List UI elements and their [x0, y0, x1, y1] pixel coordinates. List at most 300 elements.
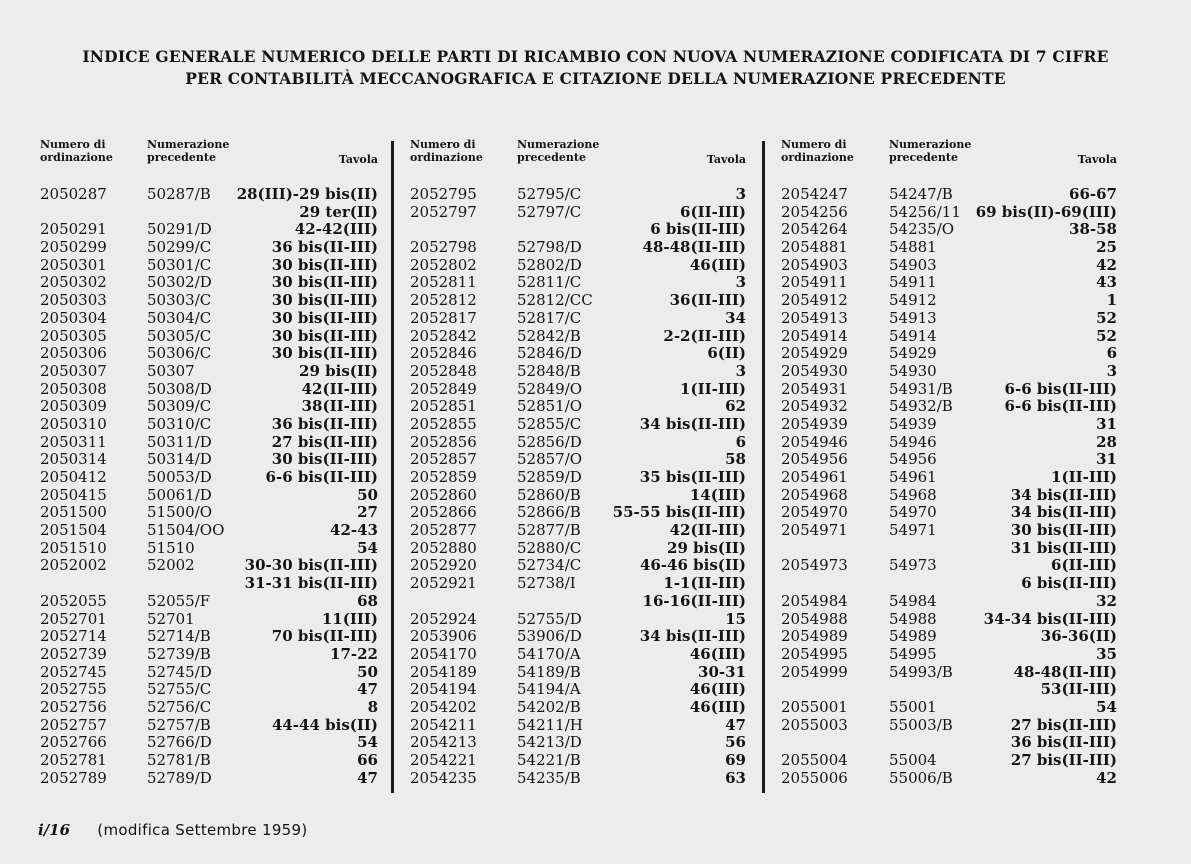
header-order-number	[781, 138, 854, 164]
tavola-cell: 46-46 bis(II)	[639, 556, 746, 575]
previous-number-cell: 54194/A	[517, 680, 581, 699]
previous-number-cell: 52857/O	[517, 450, 583, 469]
header-order-number-line2: ordinazione	[410, 151, 483, 164]
index-rows	[40, 186, 378, 787]
index-rows	[781, 186, 1117, 787]
table-row	[410, 274, 746, 292]
index-section-1	[40, 138, 378, 787]
order-number-cell: 2054235	[410, 768, 477, 787]
tavola-cell: 28	[1096, 432, 1117, 451]
previous-number-cell: 50309/C	[147, 397, 212, 416]
header-order-number-line1: Numero di	[40, 138, 106, 151]
order-number-cell: 2052921	[410, 574, 477, 593]
order-number-cell: 2050314	[40, 450, 107, 469]
previous-number-cell: 50310/C	[147, 414, 212, 433]
header-previous-number	[147, 138, 229, 164]
tavola-cell: 43	[1096, 273, 1117, 292]
previous-number-cell: 52811/C	[517, 273, 582, 292]
tavola-cell: 28(III)-29 bis(II)	[236, 185, 378, 203]
previous-number-cell: 50061/D	[147, 485, 212, 504]
order-number-cell: 2052855	[410, 414, 477, 433]
table-row	[410, 717, 746, 735]
order-number-cell: 2050287	[40, 185, 107, 203]
tavola-cell: 36(II-III)	[669, 291, 746, 310]
table-row	[40, 734, 378, 752]
tavola-cell: 6-6 bis(II-III)	[1004, 397, 1117, 416]
header-order-number	[40, 138, 113, 164]
header-tavola: Tavola	[1077, 153, 1117, 166]
table-row	[410, 345, 746, 363]
order-number-cell: 2050307	[40, 361, 107, 380]
table-row	[40, 363, 378, 381]
page-title-line-1: INDICE GENERALE NUMERICO DELLE PARTI DI RICAMBIO CON NUOVA NUMERAZIONE CODIFICATA DI 7 CIFRE	[82, 47, 1109, 66]
tavola-cell: 46(III)	[689, 680, 746, 699]
previous-number-cell: 54930	[889, 361, 937, 380]
table-row	[40, 611, 378, 629]
order-number-cell: 2052701	[40, 609, 107, 628]
order-number-cell: 2050291	[40, 220, 107, 239]
previous-number-cell: 52849/O	[517, 379, 583, 398]
table-row	[40, 345, 378, 363]
previous-number-cell: 54956	[889, 450, 937, 469]
table-row	[40, 221, 378, 239]
previous-number-cell: 54961	[889, 468, 937, 486]
tavola-cell: 38(II-III)	[301, 397, 378, 416]
order-number-cell: 2054930	[781, 361, 848, 380]
order-number-cell: 2050412	[40, 468, 107, 486]
order-number-cell: 2054221	[410, 751, 477, 769]
previous-number-cell: 52846/D	[517, 344, 582, 363]
index-rows	[410, 186, 746, 787]
header-tavola: Tavola	[706, 153, 746, 166]
tavola-cell: 47	[357, 768, 378, 787]
tavola-cell: 46(III)	[689, 644, 746, 663]
order-number-cell: 2055006	[781, 768, 848, 787]
table-row	[781, 434, 1117, 452]
previous-number-cell: 54235/B	[517, 768, 581, 787]
table-row	[410, 186, 746, 204]
previous-number-cell: 54971	[889, 521, 937, 540]
table-row	[410, 487, 746, 505]
table-row	[40, 310, 378, 328]
tavola-cell: 36 bis(II-III)	[1010, 733, 1117, 752]
table-row	[410, 770, 746, 788]
table-row	[781, 681, 1117, 699]
table-row	[40, 434, 378, 452]
tavola-cell: 55-55 bis(II-III)	[612, 503, 746, 522]
order-number-cell: 2052811	[410, 273, 477, 292]
previous-number-cell: 54247/B	[889, 185, 953, 203]
previous-number-cell: 54968	[889, 485, 937, 504]
previous-number-cell: 54914	[889, 326, 937, 345]
order-number-cell: 2050415	[40, 485, 107, 504]
order-number-cell: 2054913	[781, 308, 848, 327]
order-number-cell: 2052880	[410, 538, 477, 557]
tavola-cell: 27 bis(II-III)	[1010, 751, 1117, 769]
table-row	[781, 487, 1117, 505]
tavola-cell: 30 bis(II-III)	[271, 326, 378, 345]
table-row	[40, 540, 378, 558]
previous-number-cell: 55003/B	[889, 715, 953, 734]
table-row	[410, 292, 746, 310]
previous-number-cell: 54911	[889, 273, 937, 292]
order-number-cell: 2051510	[40, 538, 107, 557]
header-previous-number-line2: precedente	[889, 151, 958, 164]
tavola-cell: 42	[1096, 768, 1117, 787]
table-row	[40, 628, 378, 646]
tavola-cell: 1(II-III)	[1051, 468, 1117, 486]
page-footer	[38, 821, 308, 839]
order-number-cell: 2050302	[40, 273, 107, 292]
previous-number-cell: 54932/B	[889, 397, 953, 416]
tavola-cell: 31-31 bis(II-III)	[244, 574, 378, 593]
previous-number-cell: 51504/OO	[147, 521, 225, 540]
tavola-cell: 47	[357, 680, 378, 699]
table-row	[40, 239, 378, 257]
previous-number-cell: 52859/D	[517, 468, 582, 486]
previous-number-cell: 50311/D	[147, 432, 212, 451]
tavola-cell: 34 bis(II-III)	[1010, 503, 1117, 522]
table-row	[781, 204, 1117, 222]
previous-number-cell: 54903	[889, 255, 937, 274]
order-number-cell: 2050309	[40, 397, 107, 416]
tavola-cell: 6-6 bis(II-III)	[1004, 379, 1117, 398]
header-previous-number-line1: Numerazione	[517, 138, 600, 151]
table-row	[781, 575, 1117, 593]
order-number-cell: 2052756	[40, 697, 107, 716]
table-row	[40, 752, 378, 770]
previous-number-cell: 52880/C	[517, 538, 582, 557]
tavola-cell: 6	[1106, 344, 1117, 363]
tavola-cell: 30 bis(II-III)	[271, 255, 378, 274]
section-header	[781, 138, 1117, 186]
table-row	[40, 381, 378, 399]
tavola-cell: 3	[735, 273, 746, 292]
order-number-cell: 2054995	[781, 644, 848, 663]
previous-number-cell: 50287/B	[147, 185, 211, 203]
tavola-cell: 44-44 bis(II)	[271, 715, 378, 734]
table-row	[781, 628, 1117, 646]
tavola-cell: 15	[725, 609, 746, 628]
tavola-cell: 53(II-III)	[1040, 680, 1117, 699]
tavola-cell: 54	[357, 538, 378, 557]
previous-number-cell: 52055/F	[147, 591, 211, 610]
previous-number-cell: 52797/C	[517, 202, 582, 221]
previous-number-cell: 54913	[889, 308, 937, 327]
tavola-cell: 3	[735, 361, 746, 380]
order-number-cell: 2054971	[781, 521, 848, 540]
tavola-cell: 30 bis(II-III)	[271, 273, 378, 292]
previous-number-cell: 52002	[147, 556, 195, 575]
tavola-cell: 14(III)	[689, 485, 746, 504]
table-row	[781, 345, 1117, 363]
table-row	[781, 770, 1117, 788]
table-row	[781, 504, 1117, 522]
previous-number-cell: 50307	[147, 361, 195, 380]
table-row	[40, 487, 378, 505]
order-number-cell: 2050304	[40, 308, 107, 327]
header-order-number-line2: ordinazione	[40, 151, 113, 164]
order-number-cell: 2052795	[410, 185, 477, 203]
order-number-cell: 2054973	[781, 556, 848, 575]
previous-number-cell: 52817/C	[517, 308, 582, 327]
table-row	[410, 363, 746, 381]
previous-number-cell: 54995	[889, 644, 937, 663]
previous-number-cell: 54881	[889, 238, 937, 257]
table-row	[781, 239, 1117, 257]
order-number-cell: 2052002	[40, 556, 107, 575]
order-number-cell: 2052757	[40, 715, 107, 734]
tavola-cell: 6 bis(II-III)	[650, 220, 746, 239]
order-number-cell: 2054202	[410, 697, 477, 716]
table-row	[40, 292, 378, 310]
previous-number-cell: 52842/B	[517, 326, 581, 345]
tavola-cell: 42(II-III)	[669, 521, 746, 540]
order-number-cell: 2052798	[410, 238, 477, 257]
order-number-cell: 2050310	[40, 414, 107, 433]
table-row	[40, 398, 378, 416]
table-row	[410, 239, 746, 257]
order-number-cell: 2052848	[410, 361, 477, 380]
previous-number-cell: 50301/C	[147, 255, 212, 274]
tavola-cell: 35 bis(II-III)	[639, 468, 746, 486]
table-row	[410, 593, 746, 611]
table-row	[410, 504, 746, 522]
tavola-cell: 31	[1096, 450, 1117, 469]
previous-number-cell: 52755/D	[517, 609, 582, 628]
order-number-cell: 2052924	[410, 609, 477, 628]
previous-number-cell: 51500/O	[147, 503, 213, 522]
tavola-cell: 48-48(II-III)	[1013, 662, 1117, 681]
tavola-cell: 27 bis(II-III)	[1010, 715, 1117, 734]
table-row	[40, 770, 378, 788]
page-number: i/16	[38, 821, 71, 839]
tavola-cell: 30-31	[698, 662, 746, 681]
table-row	[40, 328, 378, 346]
order-number-cell: 2052797	[410, 202, 477, 221]
tavola-cell: 42-43	[330, 521, 378, 540]
table-row	[781, 611, 1117, 629]
order-number-cell: 2054932	[781, 397, 848, 416]
table-row	[410, 664, 746, 682]
header-previous-number	[517, 138, 599, 164]
previous-number-cell: 52856/D	[517, 432, 582, 451]
header-previous-number-line1: Numerazione	[889, 138, 972, 151]
table-row	[40, 681, 378, 699]
page-title-line-2: PER CONTABILITÀ MECCANOGRAFICA E CITAZIONE DELLA NUMERAZIONE PRECEDENTE	[185, 69, 1006, 88]
order-number-cell: 2054881	[781, 238, 848, 257]
tavola-cell: 46(III)	[689, 255, 746, 274]
tavola-cell: 34 bis(II-III)	[639, 414, 746, 433]
table-row	[40, 664, 378, 682]
tavola-cell: 52	[1096, 308, 1117, 327]
previous-number-cell: 54988	[889, 609, 937, 628]
previous-number-cell: 52851/O	[517, 397, 583, 416]
tavola-cell: 8	[367, 697, 378, 716]
previous-number-cell: 54939	[889, 414, 937, 433]
order-number-cell: 2054211	[410, 715, 477, 734]
order-number-cell: 2054968	[781, 485, 848, 504]
previous-number-cell: 54931/B	[889, 379, 953, 398]
previous-number-cell: 50302/D	[147, 273, 212, 292]
order-number-cell: 2054247	[781, 185, 848, 203]
table-row	[410, 221, 746, 239]
header-order-number	[410, 138, 483, 164]
table-row	[781, 363, 1117, 381]
previous-number-cell: 54211/H	[517, 715, 583, 734]
order-number-cell: 2052920	[410, 556, 477, 575]
tavola-cell: 30 bis(II-III)	[271, 291, 378, 310]
header-tavola: Tavola	[338, 153, 378, 166]
tavola-cell: 35	[1096, 644, 1117, 663]
tavola-cell: 27 bis(II-III)	[271, 432, 378, 451]
tavola-cell: 17-22	[330, 644, 378, 663]
table-row	[410, 628, 746, 646]
previous-number-cell: 52756/C	[147, 697, 212, 716]
order-number-cell: 2050303	[40, 291, 107, 310]
table-row	[781, 274, 1117, 292]
table-row	[40, 504, 378, 522]
tavola-cell: 58	[725, 450, 746, 469]
order-number-cell: 2055003	[781, 715, 848, 734]
previous-number-cell: 53906/D	[517, 627, 582, 646]
tavola-cell: 31	[1096, 414, 1117, 433]
header-order-number-line1: Numero di	[410, 138, 476, 151]
table-row	[781, 416, 1117, 434]
previous-number-cell: 50306/C	[147, 344, 212, 363]
order-number-cell: 2052842	[410, 326, 477, 345]
tavola-cell: 34 bis(II-III)	[1010, 485, 1117, 504]
tavola-cell: 34	[725, 308, 746, 327]
previous-number-cell: 52802/D	[517, 255, 582, 274]
header-previous-number-line1: Numerazione	[147, 138, 230, 151]
table-row	[781, 469, 1117, 487]
previous-number-cell: 52860/B	[517, 485, 581, 504]
previous-number-cell: 54929	[889, 344, 937, 363]
previous-number-cell: 50314/D	[147, 450, 212, 469]
previous-number-cell: 52866/B	[517, 503, 581, 522]
previous-number-cell: 52701	[147, 609, 195, 628]
tavola-cell: 42	[1096, 255, 1117, 274]
order-number-cell: 2050305	[40, 326, 107, 345]
tavola-cell: 31 bis(II-III)	[1010, 538, 1117, 557]
column-divider-1	[391, 141, 394, 793]
table-row	[781, 646, 1117, 664]
tavola-cell: 25	[1096, 238, 1117, 257]
previous-number-cell: 55001	[889, 697, 937, 716]
tavola-cell: 66	[357, 751, 378, 769]
table-row	[40, 646, 378, 664]
tavola-cell: 42-42(III)	[294, 220, 378, 239]
tavola-cell: 30 bis(II-III)	[271, 308, 378, 327]
order-number-cell: 2052745	[40, 662, 107, 681]
tavola-cell: 66-67	[1069, 185, 1117, 203]
table-row	[781, 398, 1117, 416]
order-number-cell: 2054988	[781, 609, 848, 628]
tavola-cell: 3	[1106, 361, 1117, 380]
table-row	[410, 734, 746, 752]
table-row	[410, 310, 746, 328]
previous-number-cell: 54256/11	[889, 202, 961, 221]
order-number-cell: 2051500	[40, 503, 107, 522]
tavola-cell: 50	[357, 485, 378, 504]
previous-number-cell: 52877/B	[517, 521, 581, 540]
table-row	[410, 540, 746, 558]
tavola-cell: 30-30 bis(II-III)	[244, 556, 378, 575]
table-row	[410, 204, 746, 222]
previous-number-cell: 52734/C	[517, 556, 582, 575]
table-row	[781, 540, 1117, 558]
tavola-cell: 32	[1096, 591, 1117, 610]
order-number-cell: 2054946	[781, 432, 848, 451]
table-row	[40, 593, 378, 611]
order-number-cell: 2054213	[410, 733, 477, 752]
tavola-cell: 1-1(II-III)	[663, 574, 746, 593]
table-row	[40, 274, 378, 292]
order-number-cell: 2054961	[781, 468, 848, 486]
order-number-cell: 2054970	[781, 503, 848, 522]
previous-number-cell: 50305/C	[147, 326, 212, 345]
table-row	[410, 257, 746, 275]
order-number-cell: 2052851	[410, 397, 477, 416]
order-number-cell: 2052859	[410, 468, 477, 486]
tavola-cell: 38-58	[1069, 220, 1117, 239]
order-number-cell: 2054264	[781, 220, 848, 239]
table-row	[40, 699, 378, 717]
order-number-cell: 2054984	[781, 591, 848, 610]
tavola-cell: 29 bis(II)	[667, 538, 746, 557]
order-number-cell: 2054931	[781, 379, 848, 398]
column-divider-2	[762, 141, 765, 793]
previous-number-cell: 52812/CC	[517, 291, 593, 310]
order-number-cell: 2052849	[410, 379, 477, 398]
order-number-cell: 2054929	[781, 344, 848, 363]
table-row	[781, 257, 1117, 275]
order-number-cell: 2052857	[410, 450, 477, 469]
table-row	[410, 699, 746, 717]
order-number-cell: 2053906	[410, 627, 477, 646]
index-section-3	[781, 138, 1117, 787]
order-number-cell: 2052766	[40, 733, 107, 752]
previous-number-cell: 55006/B	[889, 768, 953, 787]
table-row	[40, 416, 378, 434]
table-row	[410, 469, 746, 487]
revision-note: (modifica Settembre 1959)	[97, 821, 308, 839]
tavola-cell: 30 bis(II-III)	[271, 450, 378, 469]
table-row	[781, 451, 1117, 469]
tavola-cell: 36 bis(II-III)	[271, 414, 378, 433]
previous-number-cell: 52795/C	[517, 185, 582, 203]
previous-number-cell: 54973	[889, 556, 937, 575]
order-number-cell: 2054999	[781, 662, 848, 681]
section-header	[40, 138, 378, 186]
order-number-cell: 2052714	[40, 627, 107, 646]
tavola-cell: 16-16(II-III)	[642, 591, 746, 610]
table-row	[781, 717, 1117, 735]
previous-number-cell: 54189/B	[517, 662, 581, 681]
previous-number-cell: 50303/C	[147, 291, 212, 310]
tavola-cell: 54	[357, 733, 378, 752]
index-section-2	[410, 138, 746, 787]
tavola-cell: 46(III)	[689, 697, 746, 716]
table-row	[781, 752, 1117, 770]
table-row	[781, 522, 1117, 540]
table-row	[781, 328, 1117, 346]
tavola-cell: 11(III)	[321, 609, 378, 628]
tavola-cell: 1	[1106, 291, 1117, 310]
table-row	[781, 593, 1117, 611]
tavola-cell: 6-6 bis(II-III)	[265, 468, 378, 486]
